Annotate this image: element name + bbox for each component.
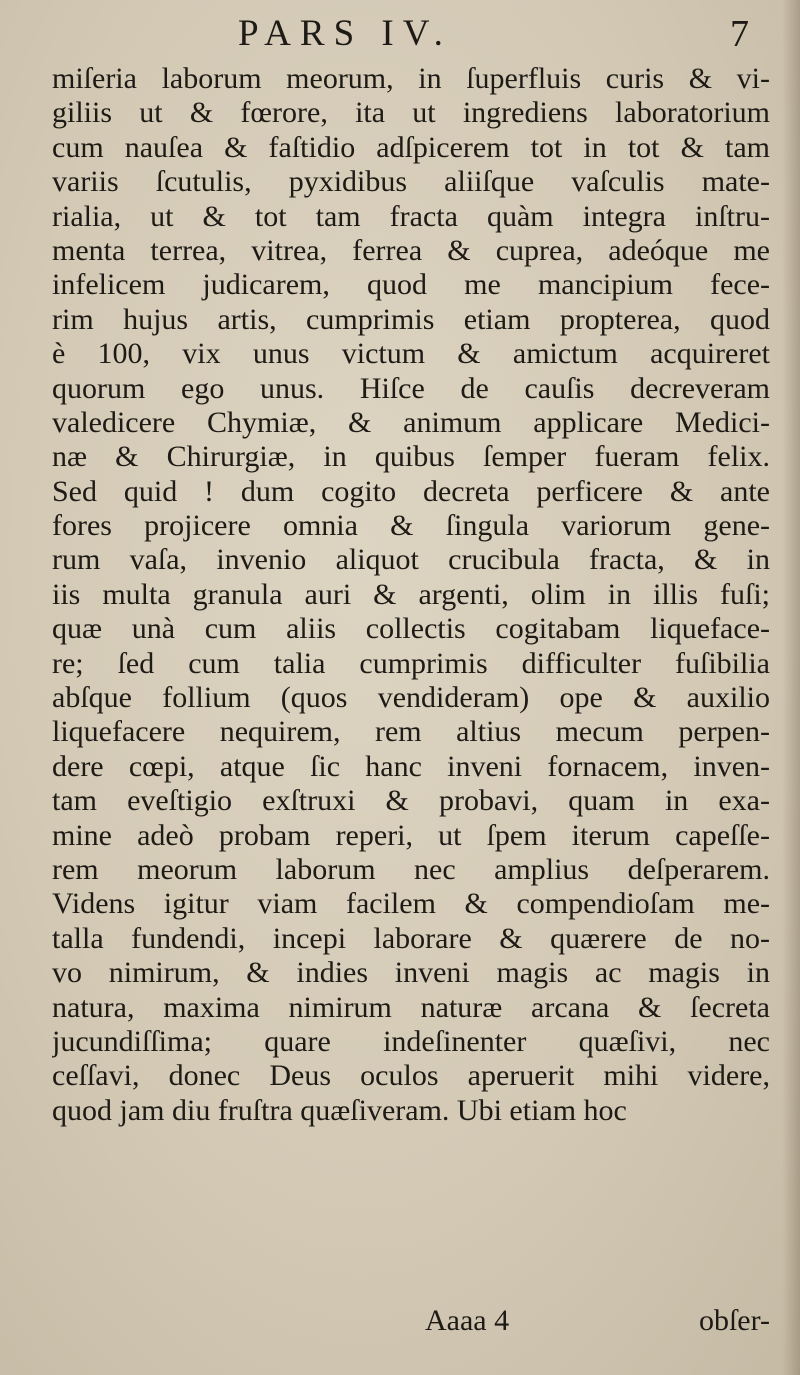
text-line: iis multa granula auri & argenti, olim in illis fuſi; xyxy=(52,577,770,611)
text-line: cum nauſea & faſtidio adſpicerem tot in tot & tam xyxy=(52,130,770,164)
text-line: fores projicere omnia & ſingula variorum gene- xyxy=(52,509,770,543)
running-head: PARS IV. xyxy=(238,13,452,54)
text-line: variis ſcutulis, pyxidibus aliiſque vaſculis mate- xyxy=(52,165,770,199)
text-line: quod jam diu fruſtra quæſiveram. Ubi etiam hoc xyxy=(52,1093,627,1127)
text-line: rialia, ut & tot tam fracta quàm integra inſtru- xyxy=(52,199,770,233)
text-line: quæ unà cum aliis collectis cogitabam liqueface- xyxy=(52,612,770,646)
text-line: tam eveſtigio exſtruxi & probavi, quam in exa- xyxy=(52,784,770,818)
text-line: re; ſed cum talia cumprimis difficulter fuſibilia xyxy=(52,646,770,680)
text-line: rem meorum laborum nec amplius deſperarem. xyxy=(52,852,770,886)
text-line: jucundiſſima; quare indeſinenter quæſivi, nec xyxy=(52,1024,770,1058)
text-line: næ & Chirurgiæ, in quibus ſemper fueram felix. xyxy=(52,440,770,474)
signature-mark: Aaaa 4 xyxy=(425,1304,510,1337)
text-line: Sed quid ! dum cogito decreta perficere & ante xyxy=(52,474,770,508)
text-line: dere cœpi, atque ſic hanc inveni fornacem, inven- xyxy=(52,749,770,783)
text-line: valedicere Chymiæ, & animum applicare Medici- xyxy=(52,405,770,439)
text-line: talla fundendi, incepi laborare & quærere de no- xyxy=(52,921,770,955)
page-number: 7 xyxy=(730,13,749,55)
text-line: vo nimirum, & indies inveni magis ac magis in xyxy=(52,956,770,990)
text-line: infelicem judicarem, quod me mancipium fece- xyxy=(52,268,770,302)
text-line: giliis ut & fœrore, ita ut ingrediens laboratorium xyxy=(52,96,770,130)
page-footer xyxy=(52,1301,770,1341)
text-line: menta terrea, vitrea, ferrea & cuprea, adeóque me xyxy=(52,233,770,267)
text-line: è 100, vix unus victum & amictum acquireret xyxy=(52,337,770,371)
text-line: ceſſavi, donec Deus oculos aperuerit mihi videre, xyxy=(52,1059,770,1093)
text-line: liquefacere nequirem, rem altius mecum perpen- xyxy=(52,715,770,749)
text-line: rum vaſa, invenio aliquot crucibula fracta, & in xyxy=(52,543,770,577)
text-line: abſque follium (quos vendideram) ope & auxilio xyxy=(52,681,770,715)
text-line: natura, maxima nimirum naturæ arcana & ſecreta xyxy=(52,990,770,1024)
page-edge-shadow xyxy=(782,0,800,1375)
text-line: Videns igitur viam facilem & compendioſam me- xyxy=(52,887,770,921)
text-line: quorum ego unus. Hiſce de cauſis decreveram xyxy=(52,371,770,405)
body-text xyxy=(52,62,770,1128)
text-line: miſeria laborum meorum, in ſuperfluis curis & vi- xyxy=(52,62,770,95)
text-line: rim hujus artis, cumprimis etiam propterea, quod xyxy=(52,302,770,336)
text-line: mine adeò probam reperi, ut ſpem iterum capeſſe- xyxy=(52,818,770,852)
page-header xyxy=(0,12,800,60)
catchword: obſer- xyxy=(698,1304,770,1337)
